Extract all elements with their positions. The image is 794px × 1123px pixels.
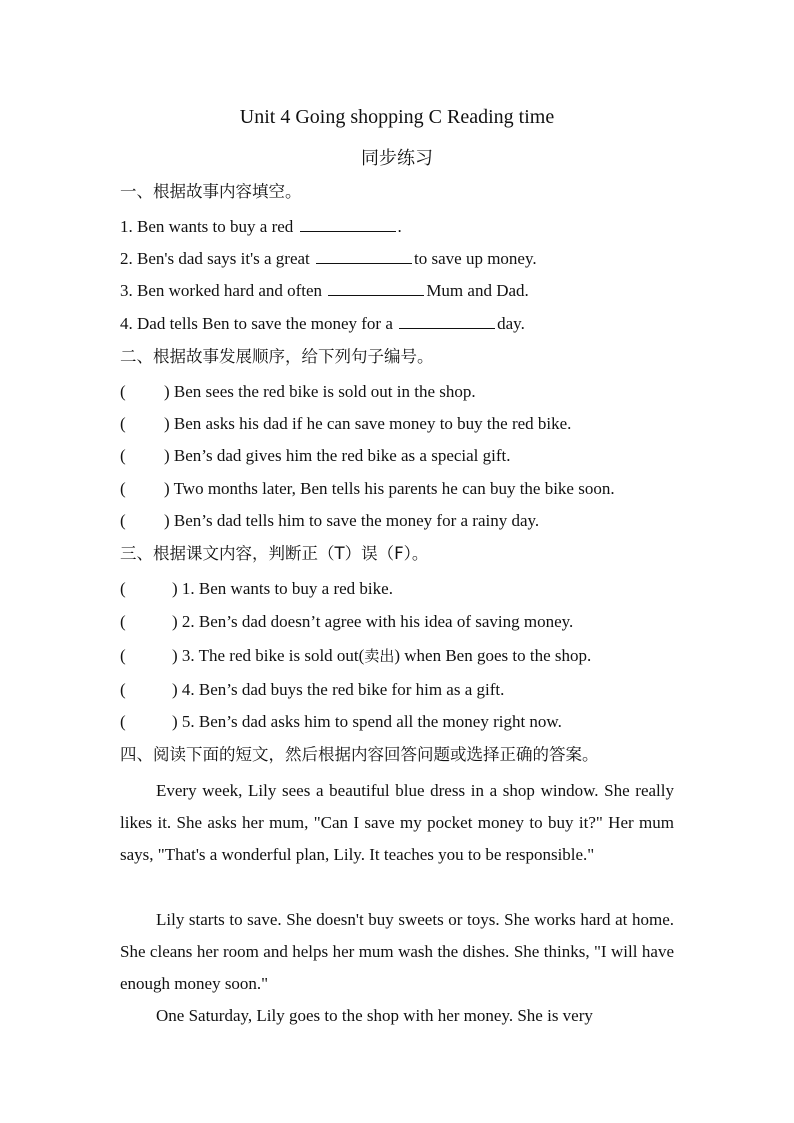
answer-paren[interactable]: ( xyxy=(120,712,126,731)
fill-blank-item-1 xyxy=(120,215,402,239)
order-item-3 xyxy=(120,444,511,468)
paragraph-text: Lily starts to save. She doesn't buy sweets or toys. She works hard at home. She cleans her room and helps her mum wash the dishes. She thinks, "I will have enough money soon." xyxy=(120,910,674,993)
item-text: day. xyxy=(497,314,525,333)
true-false-item-3 xyxy=(120,644,591,668)
fill-blank-item-3 xyxy=(120,279,529,303)
answer-paren[interactable]: ( xyxy=(120,612,126,631)
answer-blank[interactable] xyxy=(316,247,412,264)
answer-blank[interactable] xyxy=(300,215,396,232)
page-title: Unit 4 Going shopping C Reading time xyxy=(239,106,555,128)
true-false-item-1 xyxy=(120,577,393,601)
fill-blank-item-2 xyxy=(120,247,537,271)
item-text: 1. Ben wants to buy a red xyxy=(120,217,298,236)
item-text: ) Ben asks his dad if he can save money to buy the red bike. xyxy=(164,414,572,433)
item-text: 4. Dad tells Ben to save the money for a xyxy=(120,314,398,333)
answer-paren[interactable]: ( xyxy=(120,382,126,401)
fill-blank-item-4 xyxy=(120,312,525,336)
item-text: ) Two months later, Ben tells his parents he can buy the bike soon. xyxy=(164,479,615,498)
item-text: ) 3. The red bike is sold out( xyxy=(172,646,365,665)
order-item-4 xyxy=(120,477,615,501)
true-false-item-4 xyxy=(120,678,504,702)
answer-paren[interactable]: ( xyxy=(120,446,126,465)
order-item-5 xyxy=(120,509,539,533)
reading-paragraph-2 xyxy=(120,904,674,1000)
item-text: to save up money. xyxy=(414,249,537,268)
answer-paren[interactable]: ( xyxy=(120,646,126,665)
answer-paren[interactable]: ( xyxy=(120,414,126,433)
true-false-item-5 xyxy=(120,710,562,734)
answer-blank[interactable] xyxy=(328,279,424,296)
page-subtitle: 同步练习 xyxy=(361,148,433,169)
reading-paragraph-1 xyxy=(120,775,674,871)
item-text: ) 4. Ben’s dad buys the red bike for him as a gift. xyxy=(172,680,505,699)
answer-paren[interactable]: ( xyxy=(120,680,126,699)
item-text: ) Ben’s dad tells him to save the money for a rainy day. xyxy=(164,511,540,530)
answer-paren[interactable]: ( xyxy=(120,511,126,530)
reading-paragraph-3 xyxy=(120,1000,674,1032)
answer-paren[interactable]: ( xyxy=(120,579,126,598)
item-text: ) Ben sees the red bike is sold out in the shop. xyxy=(164,382,476,401)
item-text-chinese: 卖出 xyxy=(364,647,395,665)
item-text: ) 2. Ben’s dad doesn’t agree with his idea of saving money. xyxy=(172,612,574,631)
item-text: Mum and Dad. xyxy=(426,281,529,300)
paragraph-text: One Saturday, Lily goes to the shop with her money. She is very xyxy=(156,1006,593,1025)
item-text: . xyxy=(397,217,402,236)
true-false-item-2 xyxy=(120,610,573,634)
item-text: ) 1. Ben wants to buy a red bike. xyxy=(172,579,393,598)
order-item-2 xyxy=(120,412,571,436)
answer-blank[interactable] xyxy=(399,312,495,329)
item-text: ) when Ben goes to the shop. xyxy=(394,646,592,665)
item-text: 3. Ben worked hard and often xyxy=(120,281,327,300)
section1-heading: 一、根据故事内容填空。 xyxy=(120,182,302,201)
paragraph-text: Every week, Lily sees a beautiful blue dress in a shop window. She really likes it. She asks her mum, "Can I save my pocket money to buy it?" Her mum says, "That's a wonderful plan, Lily. It teaches you to be responsible." xyxy=(120,781,674,864)
section4-heading: 四、阅读下面的短文，然后根据内容回答问题或选择正确的答案。 xyxy=(120,745,599,764)
item-text: ) Ben’s dad gives him the red bike as a special gift. xyxy=(164,446,511,465)
section2-heading: 二、根据故事发展顺序，给下列句子编号。 xyxy=(120,347,434,366)
order-item-1 xyxy=(120,380,476,404)
item-text: 2. Ben's dad says it's a great xyxy=(120,249,315,268)
section3-heading: 三、根据课文内容，判断正（T）误（F）。 xyxy=(120,544,429,563)
answer-paren[interactable]: ( xyxy=(120,479,126,498)
item-text: ) 5. Ben’s dad asks him to spend all the money right now. xyxy=(172,712,562,731)
